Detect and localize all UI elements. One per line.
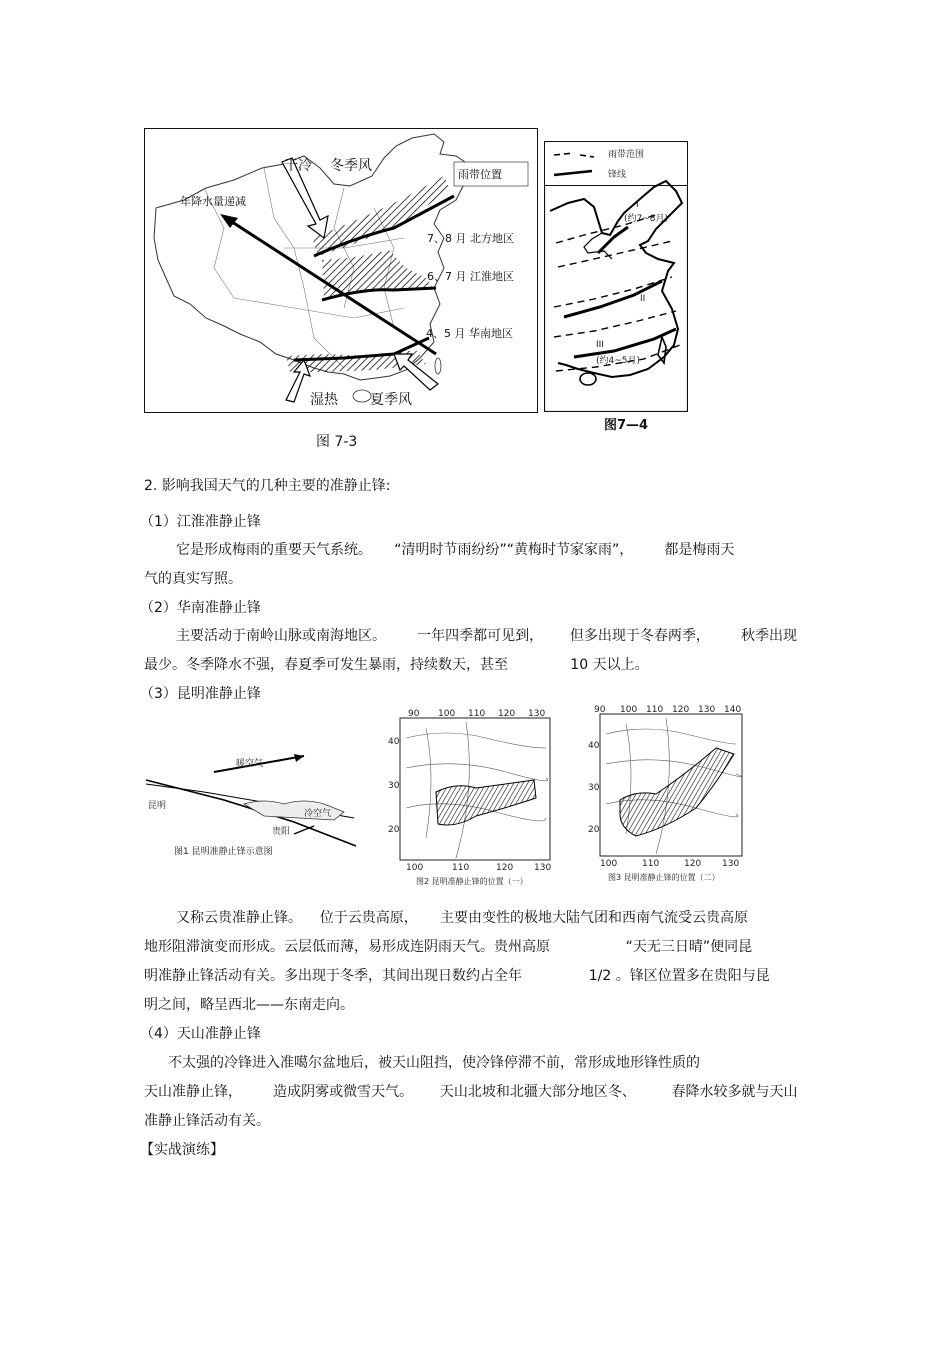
- s2-line2: 最少。冬季降水不强，春夏季可发生暴雨，持续数天，甚至 10 天以上。: [144, 657, 649, 673]
- zone-ii-label: II: [640, 294, 646, 304]
- s4-line3: 准静止锋活动有关。: [144, 1113, 270, 1129]
- fig2-left-tick: 40: [388, 737, 400, 747]
- fig2-bottom-tick: 110: [452, 863, 470, 873]
- figure-7-4: [544, 141, 688, 412]
- s3-line1: 又称云贵准静止锋。 位于云贵高原， 主要由变性的极地大陆气团和西南气流受云贵高原: [176, 910, 749, 926]
- figure-7-3: [144, 128, 538, 413]
- fig1-caption: 图1 昆明准静止锋示意图: [174, 847, 273, 857]
- s1-title: （1）江淮准静止锋: [140, 514, 261, 530]
- front-line-map: [544, 141, 688, 412]
- fig3-bottom-tick: 120: [684, 859, 702, 869]
- guiyang-label: 贵阳: [272, 827, 291, 837]
- kunming-front-position-1: [386, 708, 558, 888]
- fig2-bottom-tick: 120: [496, 863, 514, 873]
- warm-air-label: 暖空气: [236, 759, 264, 769]
- fig2-top-tick: 90: [408, 709, 420, 719]
- figure-7-3-caption: 图 7-3: [316, 434, 358, 450]
- fig2-left-tick: 20: [388, 825, 400, 835]
- s4-line2: 天山准静止锋， 造成阴雾或微雪天气。 天山北坡和北疆大部分地区冬、 春降水较多就与天山: [144, 1084, 798, 1100]
- fig3-top-tick: 100: [620, 705, 638, 715]
- fig2-bottom-tick: 130: [534, 863, 552, 873]
- figure-7-4-caption: 图7—4: [604, 418, 649, 433]
- fig2-top-tick: 130: [528, 709, 546, 719]
- s4-title: （4）天山准静止锋: [140, 1026, 261, 1042]
- fig3-caption: 图3 昆明准静止锋的位置（二）: [608, 873, 720, 882]
- practice-heading: 【实战演练】: [140, 1142, 224, 1158]
- fig3-left-tick: 20: [588, 825, 600, 835]
- fig3-bottom-tick: 110: [642, 859, 660, 869]
- kunming-front-position-2: [586, 704, 748, 884]
- zone-i-label: I: [636, 200, 639, 210]
- fig3-bottom-tick: 100: [600, 859, 618, 869]
- fig3-bottom-tick: 130: [722, 859, 740, 869]
- humid-hot-label: 湿热: [310, 392, 338, 408]
- zone-iii-label: III: [596, 340, 604, 350]
- s4-line1: 不太强的冷锋进入准噶尔盆地后，被天山阻挡，使冷锋停滞不前，常形成地形锋性质的: [168, 1055, 700, 1071]
- china-rainbelt-map: [144, 128, 538, 413]
- s3-line2: 地形阻滞演变而形成。云层低而薄，易形成连阴雨天气。贵州高原 “天无三日晴”便同昆: [144, 939, 753, 955]
- summer-monsoon-label: 夏季风: [370, 392, 412, 408]
- kunming-front-schematic: [144, 742, 370, 860]
- south-rainbelt-label: 4、5 月 华南地区: [426, 327, 513, 340]
- s3-line3: 明准静止锋活动有关。多出现于冬季，其间出现日数约占全年 1/2 。锋区位置多在贵阳与昆: [144, 968, 770, 984]
- fig3-top-tick: 120: [672, 705, 690, 715]
- fig2-top-tick: 100: [438, 709, 456, 719]
- dry-cold-label: 干冷: [284, 158, 312, 174]
- fig3-top-tick: 140: [724, 705, 742, 715]
- precip-decrease-label: 年降水量递减: [180, 195, 246, 208]
- s1-line2: 气的真实写照。: [144, 571, 242, 587]
- fig2-top-tick: 110: [468, 709, 486, 719]
- fig3-left-tick: 40: [588, 741, 600, 751]
- fig3-top-tick: 90: [594, 705, 606, 715]
- s3-title: （3）昆明准静止锋: [140, 686, 261, 702]
- fig3-top-tick: 110: [646, 705, 664, 715]
- winter-monsoon-label: 冬季风: [330, 158, 372, 174]
- s3-line4: 明之间，略呈西北——东南走向。: [144, 997, 354, 1013]
- fig2-top-tick: 120: [498, 709, 516, 719]
- fig3-top-tick: 130: [698, 705, 716, 715]
- rainbelt-legend-label: 雨带位置: [458, 168, 502, 181]
- kunming-label: 昆明: [148, 801, 167, 811]
- fig2-left-tick: 30: [388, 781, 400, 791]
- fig2-bottom-tick: 100: [406, 863, 424, 873]
- jianghuai-rainbelt-label: 6、7 月 江淮地区: [427, 270, 514, 283]
- zone-iii-period: (约4~5月): [596, 356, 641, 366]
- fig3-left-tick: 30: [588, 783, 600, 793]
- fig2-caption: 图2 昆明准静止锋的位置（一）: [416, 877, 528, 886]
- s1-line1: 它是形成梅雨的重要天气系统。 “清明时节雨纷纷”“黄梅时节家家雨”， 都是梅雨天: [176, 542, 735, 558]
- zone-i-period: (约7~8月): [624, 214, 669, 224]
- cold-air-label: 冷空气: [304, 809, 332, 819]
- s2-line1: 主要活动于南岭山脉或南海地区。 一年四季都可见到， 但多出现于冬春两季， 秋季出现: [176, 628, 798, 644]
- rain-range-legend: 雨带范围: [608, 150, 645, 160]
- s2-title: （2）华南准静止锋: [140, 600, 261, 616]
- section-2-heading: 2. 影响我国天气的几种主要的准静止锋:: [144, 478, 391, 494]
- front-line-legend: 锋线: [608, 170, 627, 180]
- north-rainbelt-label: 7、8 月 北方地区: [427, 232, 514, 245]
